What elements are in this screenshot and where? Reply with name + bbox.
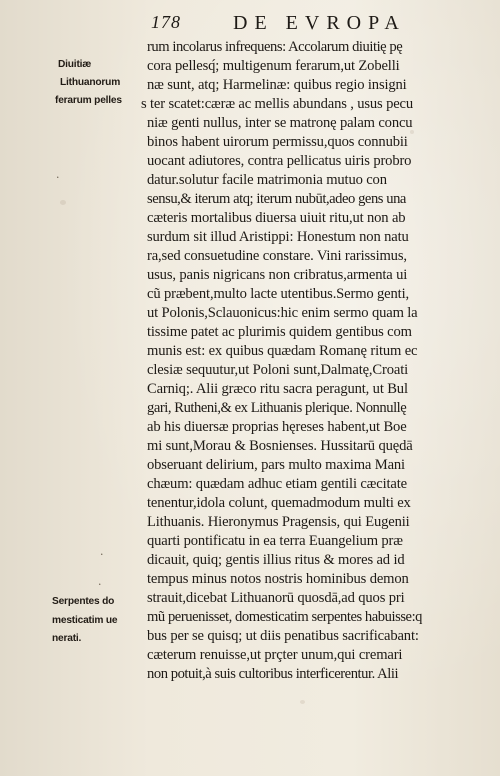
text-line: rum incolarus infrequens: Accolarum diuitię pę [147, 39, 403, 55]
margin-note-serpentes: Serpentes do [52, 596, 115, 607]
text-line: cæteris mortalibus diuersa uiuit ritu,ut non ab [147, 210, 406, 226]
text-line: ab his diuersæ proprias hęreses habent,ut Boe [147, 419, 407, 435]
text-line: cæterum renuisse,ut prçter unum,qui cremari [147, 647, 403, 663]
margin-mark: · [56, 171, 60, 184]
text-line: tempus minus notos nostris hominibus demon [147, 571, 409, 587]
text-line: binos habent uirorum permissu,quos connubii [147, 134, 408, 150]
margin-note-nerati: nerati. [52, 633, 82, 644]
margin-note-ferarum-pelles: ferarum pelles [55, 95, 122, 106]
text-line: strauit,dicebat Lithuanorū quosdā,ad quos pri [147, 590, 405, 606]
text-line: næ sunt, atq; Harmelinæ: quibus regio insigni [147, 77, 407, 93]
text-line: clesiæ sequutur,ut Poloni sunt,Dalmatę,Croati [147, 362, 408, 378]
text-line: Carniq;. Alii græco ritu sacra peragunt, ut Bul [147, 381, 408, 397]
text-line: surdum sit illud Aristippi: Honestum non natu [147, 229, 409, 245]
text-line: mi sunt,Morau & Bosnienses. Hussitarū quędā [147, 438, 413, 454]
margin-mark: · [100, 548, 104, 561]
text-line: ut Polonis,Sclauonicus:hic enim sermo quam la [147, 305, 418, 321]
text-line: tissime patet ac plurimis quidem gentibus com [147, 324, 412, 340]
text-line: dicauit, quiq; gentis illius ritus & mores ad id [147, 552, 405, 568]
text-line: Lithuanis. Hieronymus Pragensis, qui Eugenii [147, 514, 410, 530]
text-line: bus per se quisq; ut diis penatibus sacrificabant: [147, 628, 419, 644]
text-line: niæ genti nullus, inter se matronę palam concu [147, 115, 413, 131]
page-number: 178 [151, 12, 181, 32]
text-line: chæum: quædam adhuc etiam gentili cæcitate [147, 476, 407, 492]
text-line: datur.solutur facile matrimonia mutuo con [147, 172, 387, 188]
text-line: cora pellesq́; multigenum ferarum,ut Zobelli [147, 58, 400, 74]
text-line: obseruant delirium, pars multo maxima Mani [147, 457, 405, 473]
text-line: munis est: ex quibus quædam Romanę ritum ec [147, 343, 418, 359]
text-line: cũ præbent,multo lacte utentibus.Sermo genti, [147, 286, 409, 302]
text-line: sensu,& iterum atq; iterum nubūt,adeo gens una [147, 191, 406, 207]
text-line: s ter scatet:cæræ ac mellis abundans , usus pecu [141, 96, 414, 112]
running-head: DE EVROPA [233, 12, 406, 34]
text-line: ra,sed consuetudine constare. Vini rarissimus, [147, 248, 407, 264]
text-line: quarti pontificatu in ea terra Euangelium præ [147, 533, 403, 549]
margin-note-mesticatim: mesticatim ue [52, 615, 118, 626]
margin-mark: · [98, 578, 102, 591]
text-line: non potuit,à suis cultoribus interficerentur. Alii [147, 666, 399, 682]
margin-note-lithuanorum: Lithuanorum [60, 77, 121, 88]
text-line: mũ peruenisset, domesticatim serpentes habuisse:q [147, 609, 423, 625]
margin-note-diuitiae: Diuitiæ [58, 59, 92, 70]
text-line: usus, panis nigricans non cribratus,armenta ui [147, 267, 408, 283]
text-line: gari, Rutheni,& ex Lithuanis plerique. Nonnullę [147, 400, 407, 416]
text-line: uocant adiutores, contra pellicatus uiris probro [147, 153, 412, 169]
text-line: tenentur,idola colunt, quemadmodum multi ex [147, 495, 411, 511]
